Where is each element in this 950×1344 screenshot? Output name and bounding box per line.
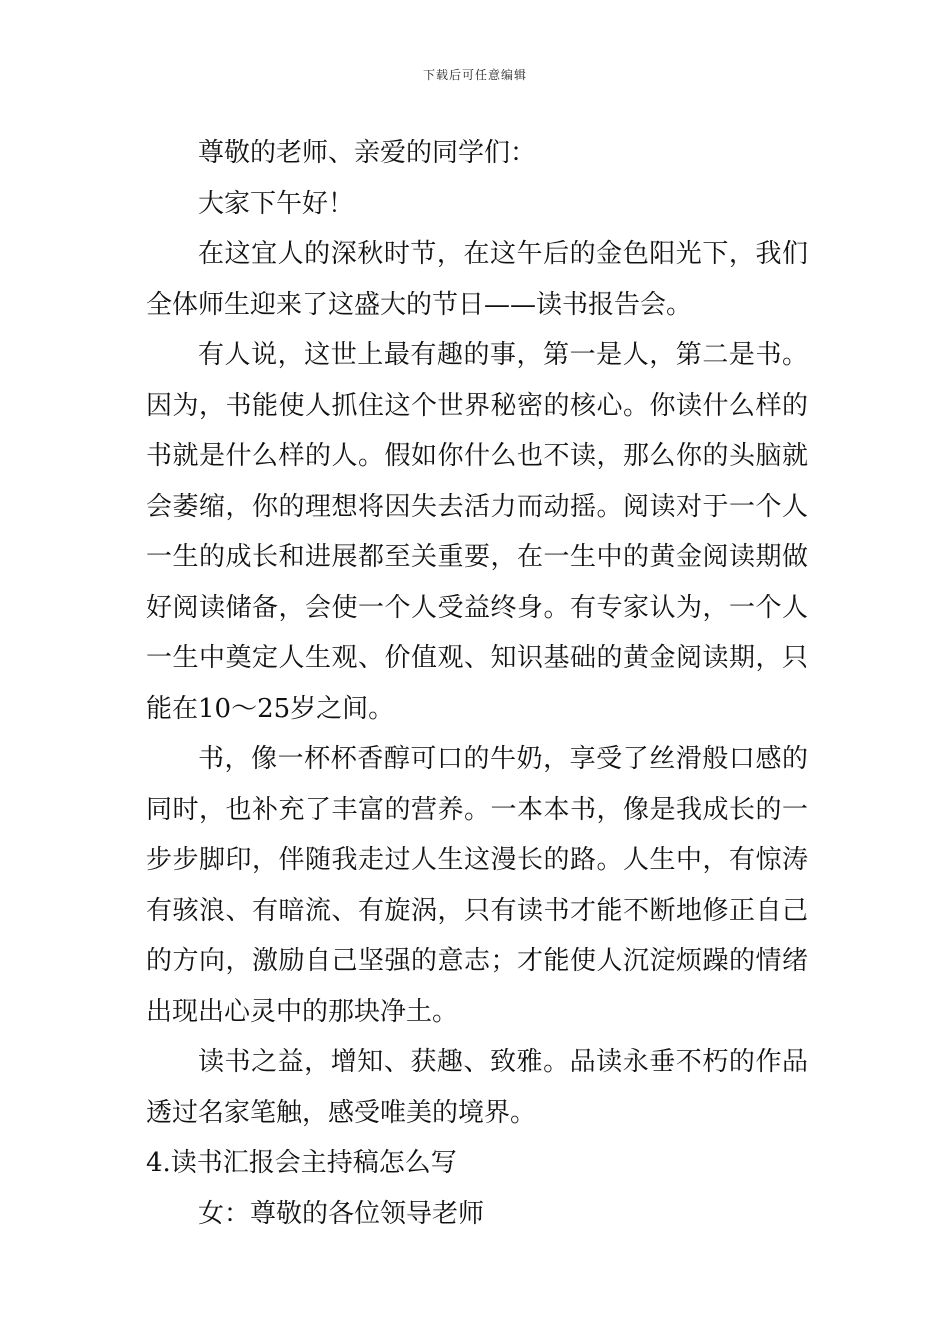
paragraph-host-opening: 女：尊敬的各位领导老师 — [198, 1198, 485, 1229]
paragraph-book-metaphor: 书，像一杯杯香醇可口的牛奶，享受了丝滑般口感的同时，也补充了丰富的营养。一本本书，像是我成长的一步步脚印，伴随我走过人生这漫长的路。人生中，有惊涛有骇浪、有暗流、有旋涡，只有读书才能不断地修正自己的方向，激励自己坚强的意志；才能使人沉淀烦躁的情绪出现出心灵中的那块净土。 — [146, 744, 808, 1027]
paragraph-greeting: 尊敬的老师、亲爱的同学们： — [198, 138, 537, 168]
paragraph-reading-importance: 有人说，这世上最有趣的事，第一是人，第二是书。因为，书能使人抓住这个世界秘密的核心。你读什么样的书就是什么样的人。假如你什么也不读，那么你的头脑就会萎缩，你的理想将因失去活力而动摇。阅读对于一个人一生的成长和进展都至关重要，在一生中的黄金阅读期做好阅读储备，会使一个人受益终身。有专家认为，一个人一生中奠定人生观、价值观、知识基础的黄金阅读期，只能在10～25岁之间。 — [146, 340, 808, 724]
section-heading: 4.读书汇报会主持稿怎么写 — [146, 1148, 457, 1178]
paragraph-salutation: 大家下午好！ — [198, 188, 355, 219]
paragraph-benefits: 读书之益，增知、获趣、致雅。品读永垂不朽的作品透过名家笔触，感受唯美的境界。 — [146, 1047, 808, 1128]
document-body — [146, 128, 808, 1239]
paragraph-intro: 在这宜人的深秋时节，在这午后的金色阳光下，我们全体师生迎来了这盛大的节日——读书报告会。 — [146, 239, 808, 320]
page-header: 下载后可任意编辑 — [422, 68, 527, 82]
